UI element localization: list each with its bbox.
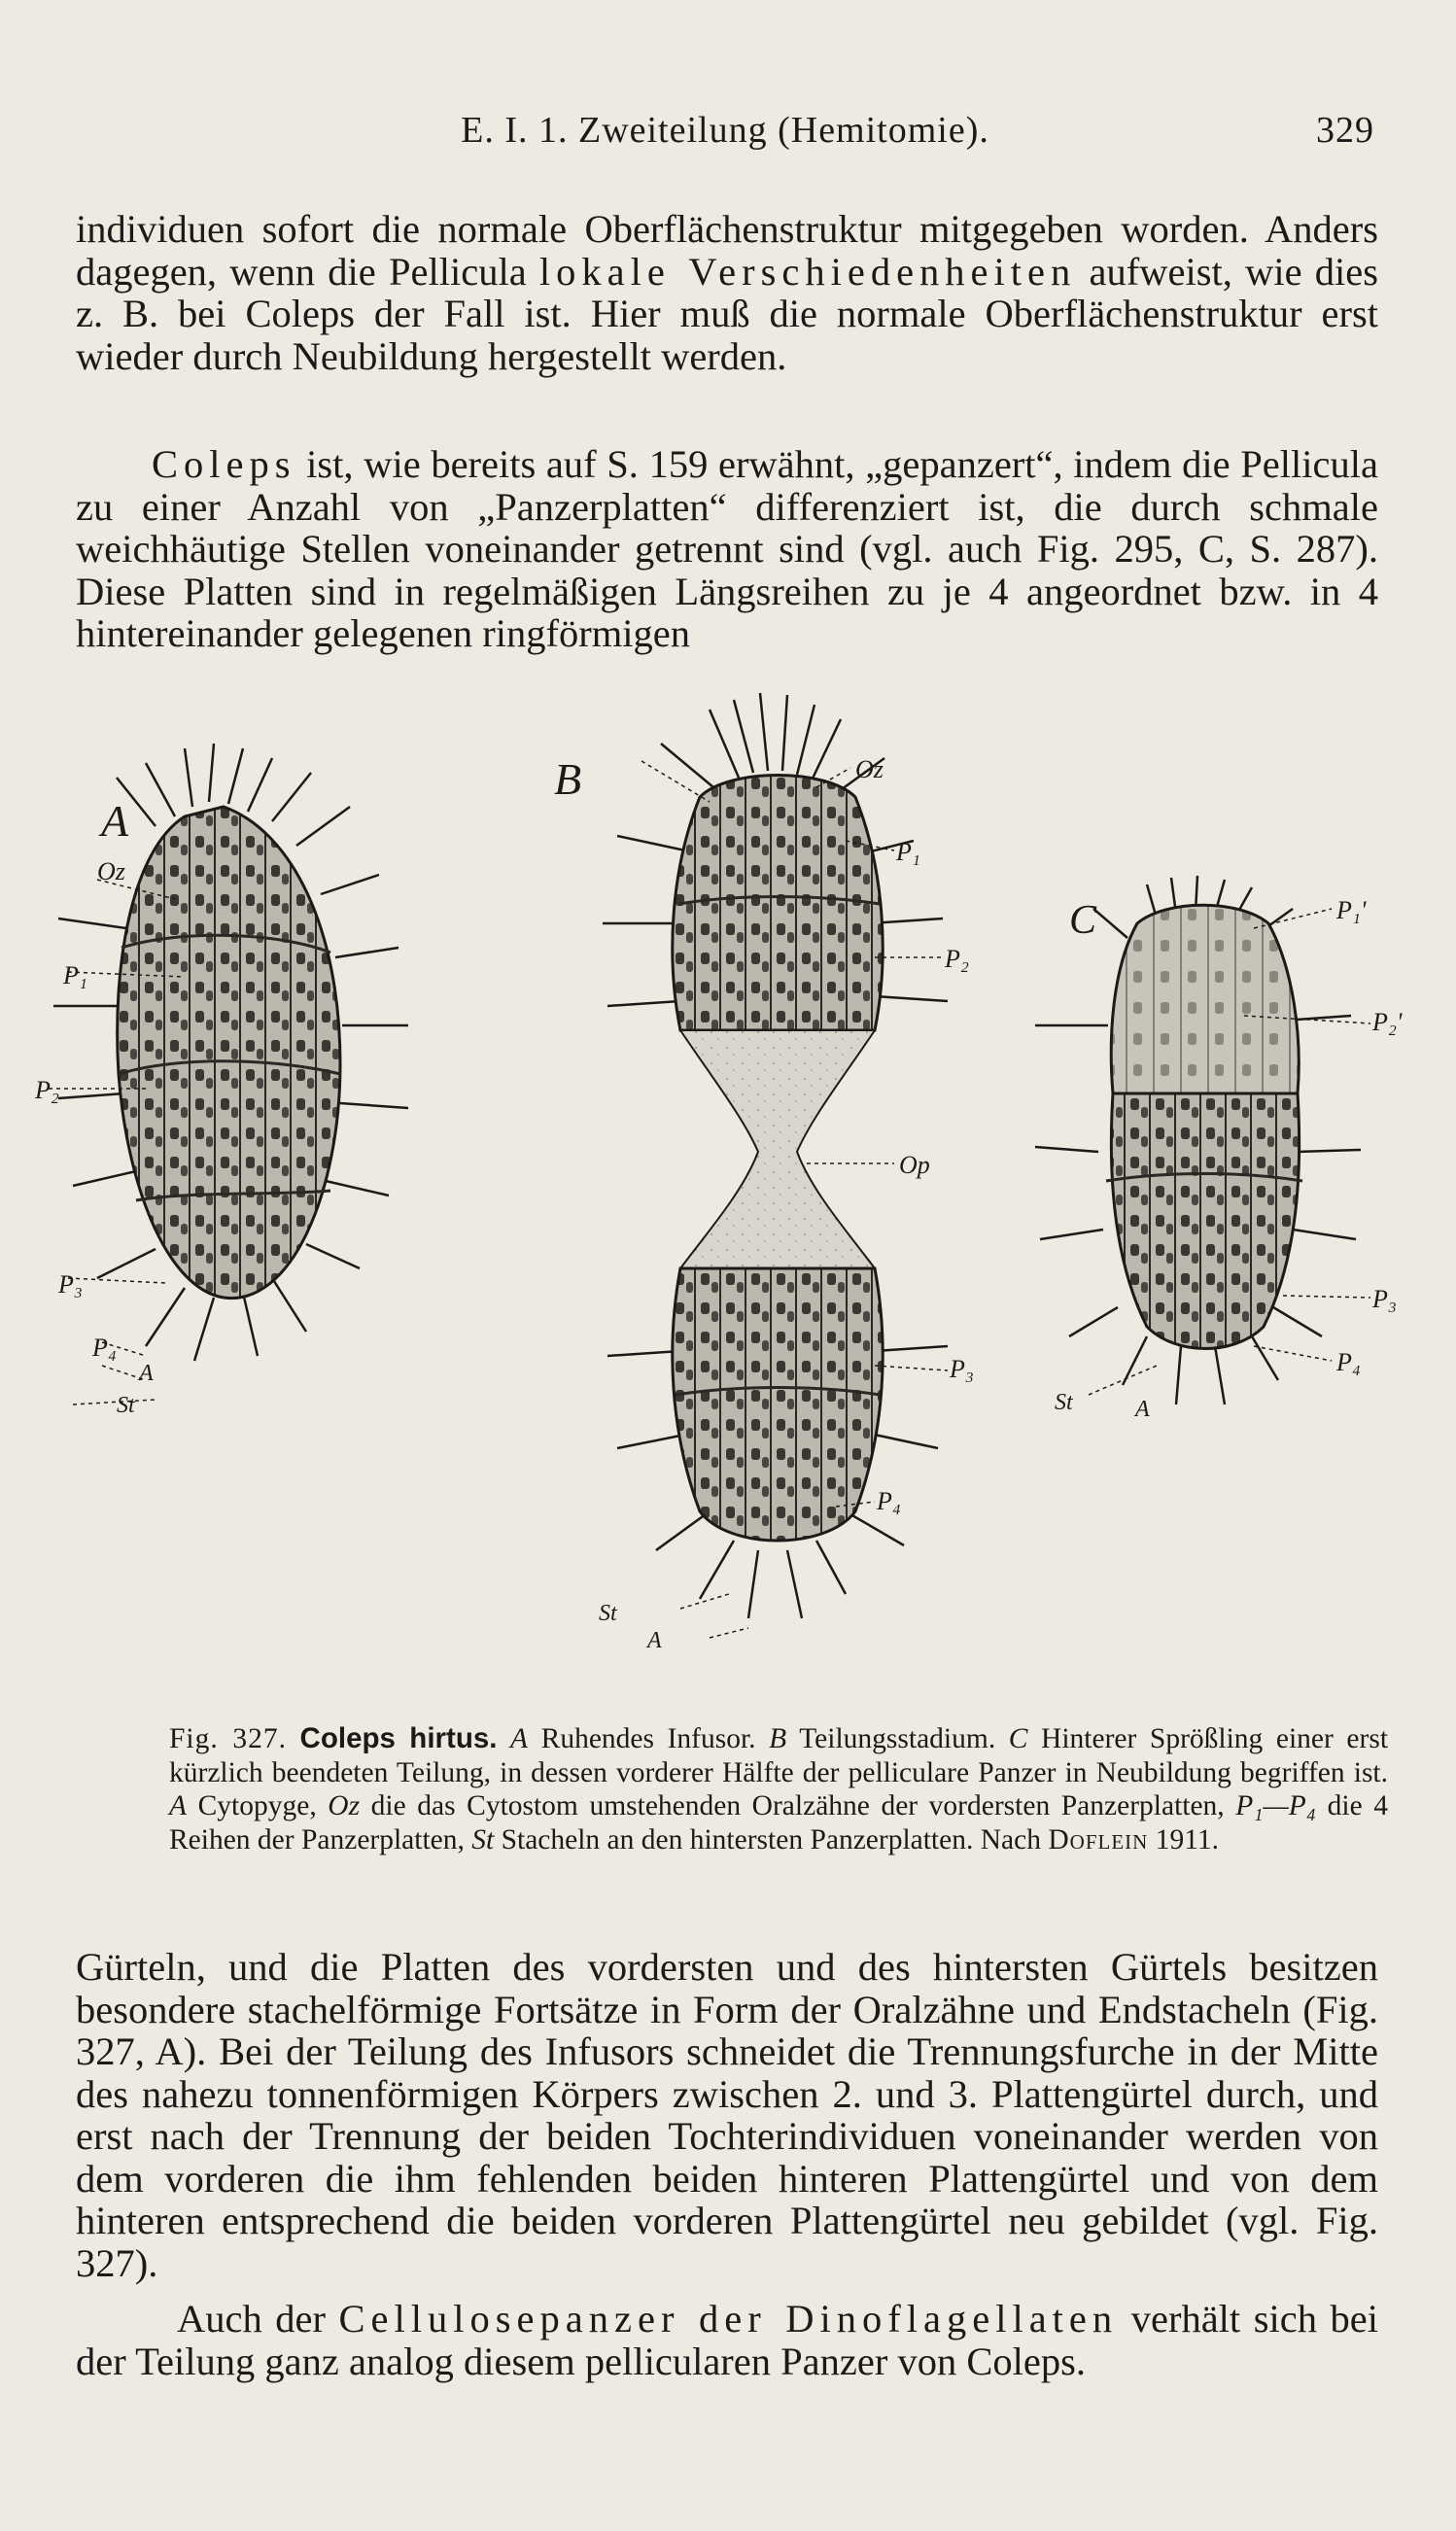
label-p2-b: P₂ bbox=[945, 945, 969, 973]
caption-p-range: P₁—P₄ bbox=[1235, 1790, 1317, 1821]
label-cytopyge-a: A bbox=[139, 1361, 154, 1386]
caption-letter-b: B bbox=[769, 1723, 787, 1754]
label-oz-a: Oz bbox=[97, 857, 125, 885]
label-p2prime: P₂' bbox=[1372, 1008, 1403, 1036]
caption-letter-c: C bbox=[1008, 1723, 1028, 1754]
paragraph-4-text-b: verhält sich bei der Teilung ganz analog diesem pellicularen Panzer von Coleps. bbox=[76, 2297, 1378, 2383]
page-number: 329 bbox=[1316, 110, 1374, 151]
caption-a-key: A bbox=[169, 1790, 188, 1821]
caption-oz-key: Oz bbox=[328, 1790, 361, 1821]
label-cytopyge-c: A bbox=[1135, 1397, 1150, 1422]
caption-species: Coleps hirtus. bbox=[299, 1722, 498, 1754]
label-p1-a: P₁ bbox=[63, 961, 87, 989]
label-p3-c: P₃ bbox=[1372, 1285, 1397, 1313]
caption-oz-text: die das Cytostom umstehenden Oralzähne der vordersten Panzerplatten, bbox=[360, 1790, 1236, 1821]
paragraph-4-text-a: Auch der bbox=[177, 2297, 339, 2340]
caption-st-text: Stacheln an den hintersten Panzerplatten. Nach bbox=[494, 1823, 1049, 1855]
label-p2-a: P₂ bbox=[35, 1076, 59, 1104]
organism-c bbox=[1035, 876, 1403, 1422]
caption-part-a: Ruhendes Infusor. bbox=[528, 1723, 770, 1754]
coleps-illustration bbox=[35, 685, 1419, 1716]
paragraph-4 bbox=[76, 2298, 1378, 2382]
label-op: Op bbox=[899, 1151, 930, 1179]
running-title: E. I. 1. Zweiteilung (Hemitomie). bbox=[461, 110, 989, 151]
label-a: A bbox=[101, 796, 129, 846]
caption-letter-a: A bbox=[510, 1723, 529, 1754]
label-p3-b: P₃ bbox=[950, 1355, 974, 1383]
caption-p-text: die 4 Reihen der Panzerplatten, bbox=[169, 1790, 1388, 1855]
label-b: B bbox=[554, 754, 582, 804]
label-p3-a: P₃ bbox=[58, 1270, 83, 1299]
caption-fig-number: Fig. 327. bbox=[169, 1723, 287, 1754]
caption-a-text: Cytopyge, bbox=[187, 1790, 329, 1821]
paragraph-1-spaced: lokale Verschiedenheiten bbox=[538, 249, 1077, 294]
paragraph-2 bbox=[76, 443, 1378, 655]
organism-b bbox=[554, 693, 974, 1653]
caption-year: 1911. bbox=[1148, 1823, 1219, 1855]
label-p4-c: P₄ bbox=[1336, 1348, 1361, 1376]
paragraph-1 bbox=[76, 208, 1378, 377]
caption-part-b: Teilungsstadium. bbox=[786, 1723, 1009, 1754]
running-head bbox=[76, 109, 1374, 157]
label-oz-b: Oz bbox=[855, 755, 884, 783]
label-st-b: St bbox=[599, 1601, 617, 1626]
caption-author: Doflein bbox=[1048, 1823, 1149, 1855]
paragraph-1-text-a: individuen sofort die normale Oberflächenstruktur mitgegeben worden. Anders dagegen, wenn die Pellicula bbox=[76, 207, 1378, 294]
paragraph-2-text: ist, wie bereits auf S. 159 erwähnt, „gepanzert“, indem die Pellicula zu einer Anzahl von „Panzerplatten“ differenziert ist, die durch schmale weichhäutige Stellen voneinander getrennt sind (vgl. auch Fig. 295, C, S. 287). Diese Platten sind in regelmäßigen Längsreihen zu je 4 angeordnet bzw. in 4 hintereinander gelegenen ringförmigen bbox=[76, 442, 1378, 655]
caption-part-c: Hinterer Sprößling einer erst kürzlich beendeten Teilung, in dessen vorderer Hälfte der pelliculare Panzer in Neubildung begriffen ist. bbox=[169, 1723, 1389, 1788]
paragraph-1-text-b: aufweist, wie dies z. B. bei Coleps der Fall ist. Hier muß die normale Oberflächenstruktur erst wieder durch Neubildung hergestellt werden. bbox=[76, 249, 1379, 378]
paragraph-4-spaced: Cellulosepanzer der Dinoflagellaten bbox=[338, 2297, 1119, 2340]
label-p4-b: P₄ bbox=[877, 1487, 901, 1515]
label-p1-b: P₁ bbox=[896, 838, 920, 866]
label-st-c: St bbox=[1055, 1390, 1073, 1415]
label-p1prime: P₁' bbox=[1336, 896, 1367, 924]
paragraph-2-spaced: Coleps bbox=[152, 442, 296, 486]
paragraph-3: Gürteln, und die Platten des vordersten und des hintersten Gürtels besitzen besondere stachelförmige Fortsätze in Form der Oralzähne und Endstacheln (Fig. 327, A). Bei der Teilung des Infusors schneidet die Trennungsfurche in der Mitte des nahezu tonnenförmigen Körpers zwischen 2. und 3. Plattengürtel durch, und erst nach der Trennung der beiden Tochterindividuen voneinander werden von dem vorderen die ihm fehlenden beiden hinteren Plattengürtel und von dem hinteren entsprechend die beiden vorderen Plattengürtel neu gebildet (vgl. Fig. 327). bbox=[76, 1945, 1378, 2285]
caption-st-key: St bbox=[471, 1823, 495, 1855]
figure-caption bbox=[169, 1722, 1388, 1856]
label-st-a: St bbox=[117, 1393, 135, 1418]
label-c: C bbox=[1069, 898, 1097, 943]
figure-coleps bbox=[35, 685, 1419, 1716]
label-cytopyge-b: A bbox=[647, 1628, 662, 1653]
label-p4-a: P₄ bbox=[92, 1334, 117, 1362]
organism-a bbox=[34, 744, 408, 1418]
